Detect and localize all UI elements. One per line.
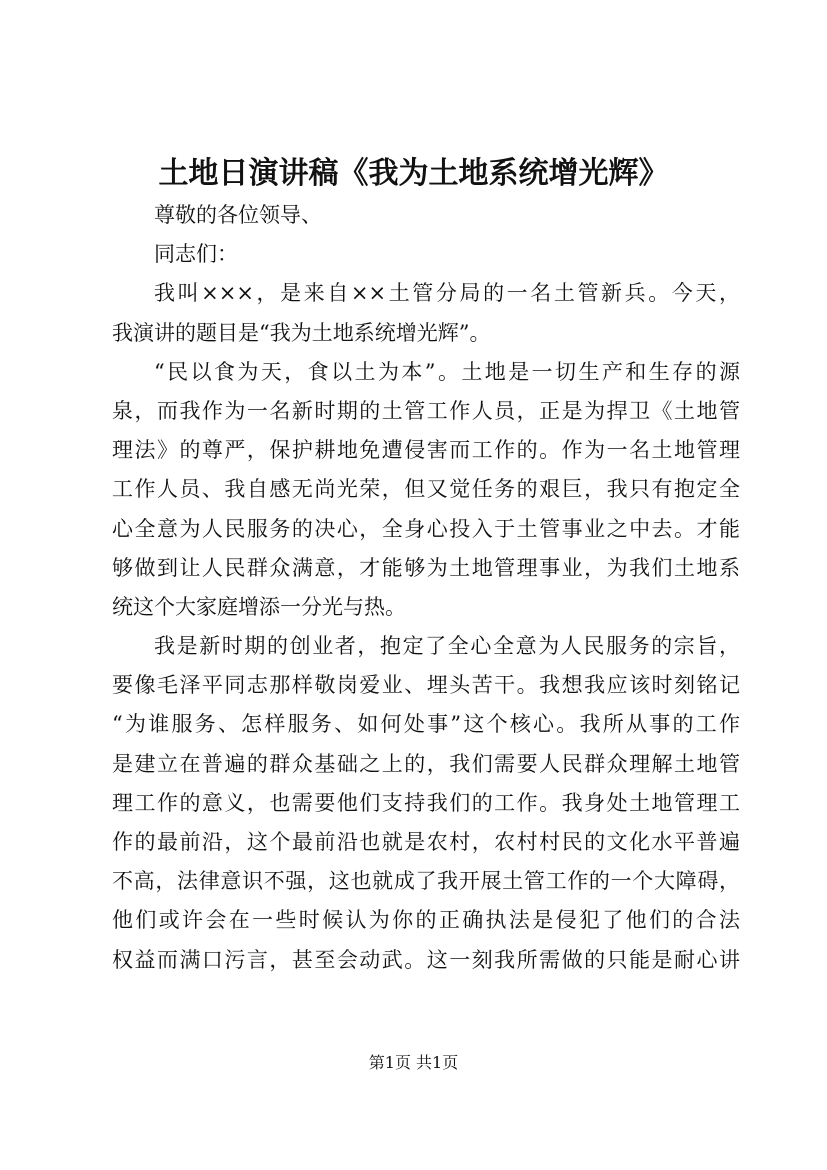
text-line: 理工作的意义，也需要他们支持我们的工作。我身处土地管理工 (112, 790, 740, 815)
text-line: 权益而满口污言，甚至会动武。这一刻我所需做的只能是耐心讲 (112, 947, 740, 972)
text-line: 泉，而我作为一名新时期的土管工作人员，正是为捍卫《土地管 (112, 398, 740, 423)
page-footer: 第1页 共1页 (368, 1053, 459, 1072)
text-line: 我叫×××，是来自××土管分局的一名土管新兵。今天， (154, 281, 740, 306)
text-line: 工作人员、我自感无尚光荣，但又觉任务的艰巨，我只有抱定全 (112, 477, 740, 502)
text-line: 统这个大家庭增添一分光与热。 (112, 594, 406, 619)
document-body (112, 196, 740, 980)
salutation-paragraph (112, 196, 740, 235)
text-line: 他们或许会在一些时候认为你的正确执法是侵犯了他们的合法 (112, 908, 740, 933)
text-line: 是建立在普遍的群众基础之上的，我们需要人民群众理解土地管 (112, 751, 740, 776)
text-line: 我是新时期的创业者，抱定了全心全意为人民服务的宗旨， (154, 634, 740, 659)
text-line: “民以食为天，食以土为本”。土地是一切生产和生存的源 (154, 359, 740, 384)
text-line: 我演讲的题目是“我为土地系统增光辉”。 (112, 320, 491, 345)
body-paragraph (112, 274, 740, 352)
body-paragraph (112, 353, 740, 627)
text-line: 理法》的尊严，保护耕地免遭侵害而工作的。作为一名土地管理 (112, 438, 740, 463)
text-line: 同志们： (154, 242, 238, 267)
salutation-paragraph (112, 235, 740, 274)
text-line: 尊敬的各位领导、 (154, 203, 322, 227)
text-line: 够做到让人民群众满意，才能够为土地管理事业，为我们土地系 (112, 555, 740, 580)
document-title: 土地日演讲稿《我为土地系统增光辉》 (158, 156, 669, 191)
text-line: 作的最前沿，这个最前沿也就是农村，农村村民的文化水平普遍 (112, 830, 740, 854)
text-line: 要像毛泽平同志那样敬岗爱业、埋头苦干。我想我应该时刻铭记 (112, 673, 740, 698)
text-line: 不高，法律意识不强，这也就成了我开展土管工作的一个大障碍， (112, 869, 740, 894)
body-paragraph (112, 627, 740, 980)
text-line: “为谁服务、怎样服务、如何处事”这个核心。我所从事的工作 (112, 712, 740, 737)
text-line: 心全意为人民服务的决心，全身心投入于土管事业之中去。才能 (112, 516, 740, 541)
